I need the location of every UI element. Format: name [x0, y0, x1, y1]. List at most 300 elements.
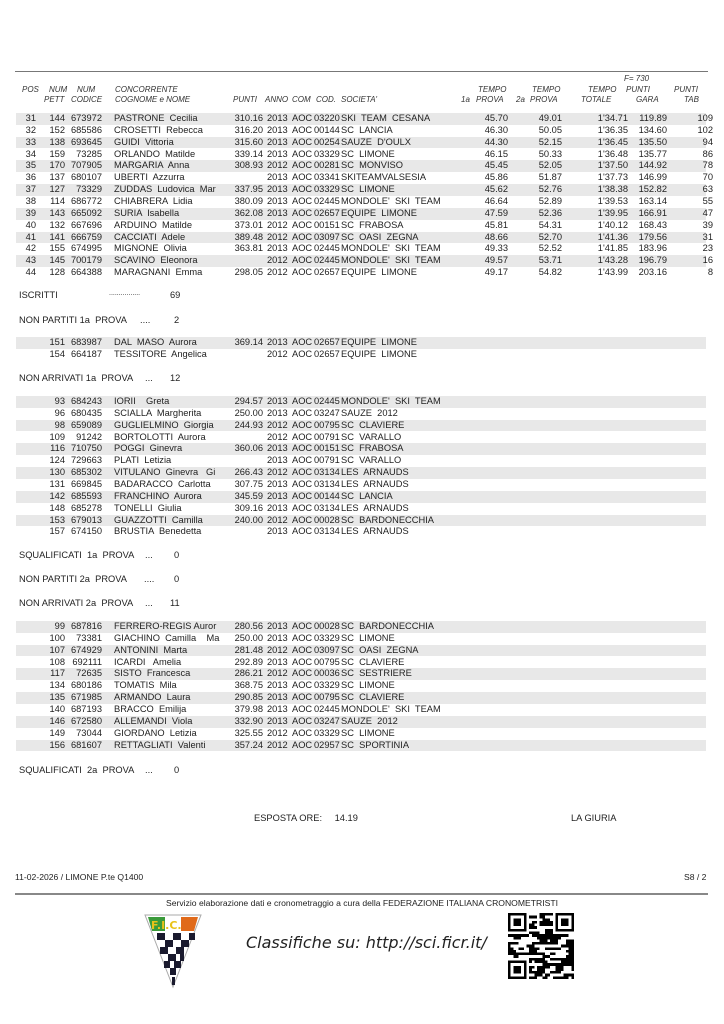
non-partiti-1-dots: ....: [140, 315, 151, 325]
punti-tab-cell: 70: [702, 172, 713, 183]
qr-module: [542, 924, 545, 927]
anno-cell: 2013: [267, 407, 288, 418]
anno-cell: 2012: [267, 668, 288, 679]
societa-cell: SAUZE 2012: [341, 715, 398, 726]
cod-cell: 02445: [314, 255, 340, 266]
list-item: [16, 420, 706, 432]
qr-module: [516, 937, 519, 940]
pett-cell: 100: [49, 632, 65, 643]
name-cell: BRACCO Emilija: [114, 703, 187, 714]
classifiche-link[interactable]: Classifiche su: http://sci.ficr.it/: [246, 933, 487, 952]
punti-cell: 250.00: [234, 407, 263, 418]
punti-tab-cell: 86: [702, 148, 713, 159]
societa-cell: LES ARNAUDS: [341, 467, 409, 478]
qr-module: [529, 947, 532, 950]
qr-module: [542, 913, 545, 916]
qr-module: [534, 942, 537, 945]
qr-module: [561, 968, 564, 971]
qr-module: [542, 916, 545, 919]
punti-cell: 339.14: [234, 148, 263, 159]
societa-cell: MONDOLE' SKI TEAM: [341, 243, 441, 254]
punti-tab-cell: 94: [702, 136, 713, 147]
qr-module: [542, 958, 545, 961]
qr-code-icon: [508, 913, 574, 979]
name-cell: SCAVINO Eleonora: [114, 255, 198, 266]
pett-cell: 99: [54, 621, 65, 631]
t2-cell: 52.05: [538, 160, 562, 171]
societa-cell: SC SPORTINIA: [341, 739, 410, 750]
qr-module: [516, 934, 519, 937]
qr-module: [566, 974, 569, 977]
societa-cell: MONDOLE' SKI TEAM: [341, 703, 441, 714]
totale-cell: 1'41.85: [597, 243, 628, 254]
name-cell: FRANCHINO Aurora: [114, 490, 202, 501]
anno-cell: 2012: [267, 219, 288, 230]
codice-cell: 72635: [76, 668, 102, 679]
pos-cell: 36: [25, 172, 36, 183]
cod-cell: 00151: [314, 219, 340, 230]
t1-cell: 49.17: [484, 267, 508, 278]
punti-gara-cell: 183.96: [638, 243, 667, 254]
qr-module: [542, 971, 545, 974]
list-item: [16, 479, 706, 491]
t1-cell: 46.30: [484, 124, 508, 135]
header-com: COM: [292, 95, 311, 104]
pett-cell: 146: [49, 715, 65, 726]
squalificati-2-value: 0: [174, 765, 180, 775]
qr-module: [545, 961, 548, 964]
com-cell: AOC: [292, 195, 313, 206]
codice-cell: 679013: [70, 514, 102, 525]
name-cell: TOMATIS Mila: [114, 680, 177, 691]
list-item: [16, 491, 706, 503]
pett-cell: 98: [54, 419, 65, 430]
table-row: [16, 172, 713, 184]
anno-cell: 2012: [267, 419, 288, 430]
societa-cell: SC CLAVIERE: [341, 692, 405, 703]
qr-module: [537, 958, 540, 961]
qr-module: [529, 953, 532, 956]
qr-module: [534, 916, 537, 919]
com-cell: AOC: [292, 231, 313, 242]
com-cell: AOC: [292, 644, 313, 655]
header-tempo-totale-1: TEMPO: [588, 85, 617, 94]
qr-module: [550, 958, 553, 961]
t2-cell: 50.33: [538, 148, 562, 159]
name-cell: SURIA Isabella: [114, 207, 180, 218]
table-row: [16, 113, 713, 125]
codice-cell: 680186: [70, 680, 102, 691]
punti-cell: 373.01: [234, 219, 263, 230]
qr-module: [558, 968, 561, 971]
qr-module: [532, 953, 535, 956]
punti-cell: 309.16: [234, 502, 263, 513]
qr-module: [571, 942, 574, 945]
non-arrivati-2-value: 11: [170, 598, 180, 608]
qr-module: [569, 958, 572, 961]
qr-module: [561, 976, 564, 979]
pett-cell: 155: [49, 243, 65, 254]
qr-module: [508, 945, 511, 948]
list-item: [16, 467, 706, 479]
cod-cell: 00791: [314, 455, 340, 466]
qr-module: [542, 942, 545, 945]
totale-cell: 1'36.48: [597, 148, 628, 159]
header-tempo1-1: TEMPO: [478, 85, 507, 94]
anno-cell: 2013: [267, 113, 288, 123]
punti-tab-cell: 16: [702, 255, 713, 266]
qr-module: [542, 937, 545, 940]
qr-module: [550, 963, 553, 966]
codice-cell: 664187: [70, 348, 102, 359]
cod-cell: 00144: [314, 124, 340, 135]
header-num-codice-1: NUM: [77, 85, 96, 94]
societa-cell: EQUIPE LIMONE: [341, 348, 417, 359]
table-row: [16, 267, 713, 279]
qr-module: [513, 934, 516, 937]
qr-module: [529, 924, 532, 927]
t2-cell: 52.15: [538, 136, 562, 147]
qr-module: [529, 958, 532, 961]
qr-module: [550, 913, 553, 916]
codice-cell: 73381: [76, 632, 102, 643]
qr-module: [534, 971, 537, 974]
qr-module: [532, 945, 535, 948]
qr-module: [519, 934, 522, 937]
com-cell: AOC: [292, 219, 313, 230]
non-partiti-1-label: NON PARTITI 1a PROVA: [19, 315, 127, 325]
table-row: [16, 124, 713, 137]
qr-module: [532, 921, 535, 924]
anno-cell: 2013: [267, 184, 288, 195]
punti-cell: 292.89: [234, 656, 263, 667]
iscritti-dots: ................: [109, 290, 141, 297]
punti-cell: 368.75: [234, 680, 263, 691]
qr-module: [545, 947, 548, 950]
qr-module: [542, 976, 545, 979]
header-concorrente-1: CONCORRENTE: [115, 85, 178, 94]
com-cell: AOC: [292, 207, 313, 218]
cod-cell: 00795: [314, 419, 340, 430]
societa-cell: LES ARNAUDS: [341, 526, 409, 537]
qr-module: [516, 953, 519, 956]
name-cell: UBERTI Azzurra: [114, 172, 185, 183]
codice-cell: 680435: [70, 407, 102, 418]
anno-cell: 2012: [267, 644, 288, 655]
qr-module: [529, 966, 532, 969]
com-cell: AOC: [292, 243, 313, 254]
qr-module: [534, 953, 537, 956]
com-cell: AOC: [292, 526, 313, 537]
qr-module: [524, 953, 527, 956]
cod-cell: 03329: [314, 680, 340, 691]
t2-cell: 51.87: [538, 172, 562, 183]
com-cell: AOC: [292, 692, 313, 703]
list-item: [16, 716, 706, 728]
anno-cell: 2012: [267, 739, 288, 750]
qr-module: [537, 931, 540, 934]
header-f-value: F= 730: [624, 74, 650, 83]
t1-cell: 47.59: [484, 207, 508, 218]
qr-module: [566, 942, 569, 945]
societa-cell: SAUZE 2012: [341, 407, 398, 418]
qr-module: [529, 950, 532, 953]
pos-cell: 39: [25, 207, 36, 218]
non-arrivati-2-dots: ...: [145, 598, 153, 608]
qr-module: [545, 924, 548, 927]
pett-cell: 159: [49, 148, 65, 159]
societa-cell: SC LIMONE: [341, 727, 395, 738]
qr-module: [558, 966, 561, 969]
qr-module: [542, 921, 545, 924]
qr-module: [521, 953, 524, 956]
punti-cell: 290.85: [234, 692, 263, 703]
societa-cell: SC VARALLO: [341, 455, 402, 466]
squalificati-1-dots: ...: [145, 550, 153, 560]
qr-module: [537, 968, 540, 971]
qr-module: [534, 976, 537, 979]
qr-module: [548, 942, 551, 945]
qr-module: [532, 931, 535, 934]
qr-module: [550, 924, 553, 927]
qr-module: [566, 950, 569, 953]
pos-cell: 35: [25, 160, 36, 171]
com-cell: AOC: [292, 337, 313, 347]
cod-cell: 02657: [314, 337, 340, 347]
societa-cell: SC LIMONE: [341, 148, 395, 159]
punti-cell: 310.16: [234, 113, 263, 123]
name-cell: FERRERO-REGIS Auror: [114, 621, 217, 631]
anno-cell: 2012: [267, 160, 288, 171]
qr-module: [566, 976, 569, 979]
name-cell: GIORDANO Letizia: [114, 727, 197, 738]
societa-cell: LES ARNAUDS: [341, 502, 409, 513]
header-punti: PUNTI: [233, 95, 257, 104]
pett-cell: 144: [49, 113, 65, 123]
qr-module: [566, 934, 569, 937]
com-cell: AOC: [292, 656, 313, 667]
t1-cell: 46.64: [484, 195, 508, 206]
qr-module: [513, 918, 521, 926]
totale-cell: 1'36.35: [597, 124, 628, 135]
logo-text: F.I.C.: [151, 919, 182, 932]
qr-module: [561, 945, 564, 948]
qr-module: [532, 926, 535, 929]
anno-cell: 2012: [267, 255, 288, 266]
cod-cell: 00036: [314, 668, 340, 679]
pett-cell: 170: [49, 160, 65, 171]
societa-cell: SC OASI ZEGNA: [341, 644, 419, 655]
cod-cell: 00795: [314, 692, 340, 703]
societa-cell: SC CLAVIERE: [341, 419, 405, 430]
pos-cell: 43: [25, 255, 36, 266]
header-tempo2-1: TEMPO: [532, 85, 561, 94]
punti-cell: 298.05: [234, 267, 263, 278]
qr-module: [545, 963, 548, 966]
qr-module: [534, 950, 537, 953]
punti-cell: 250.00: [234, 632, 263, 643]
punti-cell: 244.93: [234, 419, 263, 430]
table-row: [16, 255, 713, 267]
qr-module: [571, 953, 574, 956]
iscritti-label: ISCRITTI: [19, 290, 58, 300]
anno-cell: 2013: [267, 124, 288, 135]
cod-cell: 02445: [314, 195, 340, 206]
name-cell: ICARDI Amelia: [114, 656, 182, 667]
header-anno: ANNO: [265, 95, 289, 104]
cod-cell: 00791: [314, 431, 340, 442]
qr-module: [534, 931, 537, 934]
qr-module: [556, 976, 559, 979]
header-punti-gara-2: GARA: [636, 95, 659, 104]
qr-module: [548, 955, 551, 958]
qr-module: [542, 934, 545, 937]
list-item: [16, 621, 706, 633]
qr-module: [545, 942, 548, 945]
qr-module: [537, 934, 540, 937]
name-cell: VITULANO Ginevra Gi: [114, 467, 216, 478]
societa-cell: SC OASI ZEGNA: [341, 231, 419, 242]
qr-module: [542, 918, 545, 921]
societa-cell: SC MONVISO: [341, 160, 403, 171]
qr-module: [545, 929, 548, 932]
qr-module: [540, 974, 543, 977]
qr-module: [556, 934, 559, 937]
codice-cell: 693645: [70, 136, 102, 147]
t2-cell: 52.52: [538, 243, 562, 254]
codice-cell: 684243: [70, 396, 102, 406]
com-cell: AOC: [292, 668, 313, 679]
punti-gara-cell: 152.82: [638, 184, 667, 195]
anno-cell: 2013: [267, 703, 288, 714]
societa-cell: SC LIMONE: [341, 680, 395, 691]
codice-cell: 687193: [70, 703, 102, 714]
qr-module: [561, 958, 564, 961]
codice-cell: 686772: [70, 195, 102, 206]
punti-gara-cell: 168.43: [638, 219, 667, 230]
pett-cell: 109: [49, 431, 65, 442]
table-row: [16, 231, 713, 244]
qr-module: [542, 939, 545, 942]
name-cell: GUIDI Vittoria: [114, 136, 174, 147]
qr-module: [553, 953, 556, 956]
punti-gara-cell: 134.60: [638, 124, 667, 135]
codice-cell: 700179: [70, 255, 102, 266]
qr-module: [569, 963, 572, 966]
codice-cell: 659089: [70, 419, 102, 430]
qr-module: [558, 947, 561, 950]
qr-module: [571, 958, 574, 961]
qr-module: [553, 958, 556, 961]
squalificati-2-dots: ...: [145, 765, 153, 775]
cod-cell: 00028: [314, 621, 340, 631]
t1-cell: 45.81: [484, 219, 508, 230]
com-cell: AOC: [292, 680, 313, 691]
anno-cell: 2013: [267, 478, 288, 489]
qr-module: [569, 947, 572, 950]
t1-cell: 46.15: [484, 148, 508, 159]
qr-module: [566, 939, 569, 942]
qr-module: [563, 974, 566, 977]
qr-module: [550, 929, 553, 932]
com-cell: AOC: [292, 431, 313, 442]
qr-module: [532, 971, 535, 974]
qr-module: [511, 947, 514, 950]
punti-tab-cell: 8: [707, 267, 713, 278]
com-cell: AOC: [292, 739, 313, 750]
com-cell: AOC: [292, 148, 313, 159]
qr-module: [545, 976, 548, 979]
anno-cell: 2013: [267, 526, 288, 537]
t1-cell: 45.86: [484, 172, 508, 183]
non-partiti-2-value: 0: [174, 574, 180, 584]
qr-module: [532, 976, 535, 979]
societa-cell: SC LANCIA: [341, 124, 393, 135]
societa-cell: SC BARDONECCHIA: [341, 514, 434, 525]
name-cell: SISTO Francesca: [114, 668, 191, 679]
pos-cell: 31: [25, 113, 36, 123]
qr-module: [550, 937, 553, 940]
qr-module: [571, 955, 574, 958]
punti-gara-cell: 135.77: [638, 148, 667, 159]
punti-tab-cell: 47: [702, 207, 713, 218]
qr-module: [571, 974, 574, 977]
name-cell: DAL MASO Aurora: [114, 337, 197, 347]
name-cell: BRUSTIA Benedetta: [114, 526, 202, 537]
punti-tab-cell: 39: [702, 219, 713, 230]
qr-module: [571, 963, 574, 966]
com-cell: AOC: [292, 490, 313, 501]
codice-cell: 674995: [70, 243, 102, 254]
squalificati-1-label: SQUALIFICATI 1a PROVA: [19, 550, 135, 560]
qr-module: [537, 974, 540, 977]
qr-module: [534, 961, 537, 964]
punti-gara-cell: 146.99: [638, 172, 667, 183]
codice-cell: 73285: [76, 148, 102, 159]
header-tempo2-2: PROVA: [530, 95, 558, 104]
qr-module: [566, 961, 569, 964]
qr-module: [519, 947, 522, 950]
list-item: [16, 728, 706, 740]
qr-module: [534, 921, 537, 924]
giuria-label: LA GIURIA: [571, 813, 617, 823]
qr-module: [540, 971, 543, 974]
qr-module: [571, 966, 574, 969]
qr-module: [563, 976, 566, 979]
qr-module: [532, 966, 535, 969]
qr-module: [529, 971, 532, 974]
qr-module: [569, 953, 572, 956]
com-cell: AOC: [292, 160, 313, 171]
name-cell: RETTAGLIATI Valenti: [114, 739, 206, 750]
qr-module: [558, 976, 561, 979]
t2-cell: 52.70: [538, 231, 562, 242]
anno-cell: 2013: [267, 502, 288, 513]
punti-cell: 325.55: [234, 727, 263, 738]
anno-cell: 2012: [267, 267, 288, 278]
qr-module: [550, 947, 553, 950]
qr-module: [529, 968, 532, 971]
societa-cell: MONDOLE' SKI TEAM: [341, 255, 441, 266]
qr-module: [569, 939, 572, 942]
anno-cell: 2013: [267, 443, 288, 454]
codice-cell: 680107: [70, 172, 102, 183]
name-cell: ARMANDO Laura: [114, 692, 191, 703]
pett-cell: 124: [49, 455, 65, 466]
pett-cell: 132: [49, 219, 65, 230]
com-cell: AOC: [292, 478, 313, 489]
qr-module: [548, 934, 551, 937]
